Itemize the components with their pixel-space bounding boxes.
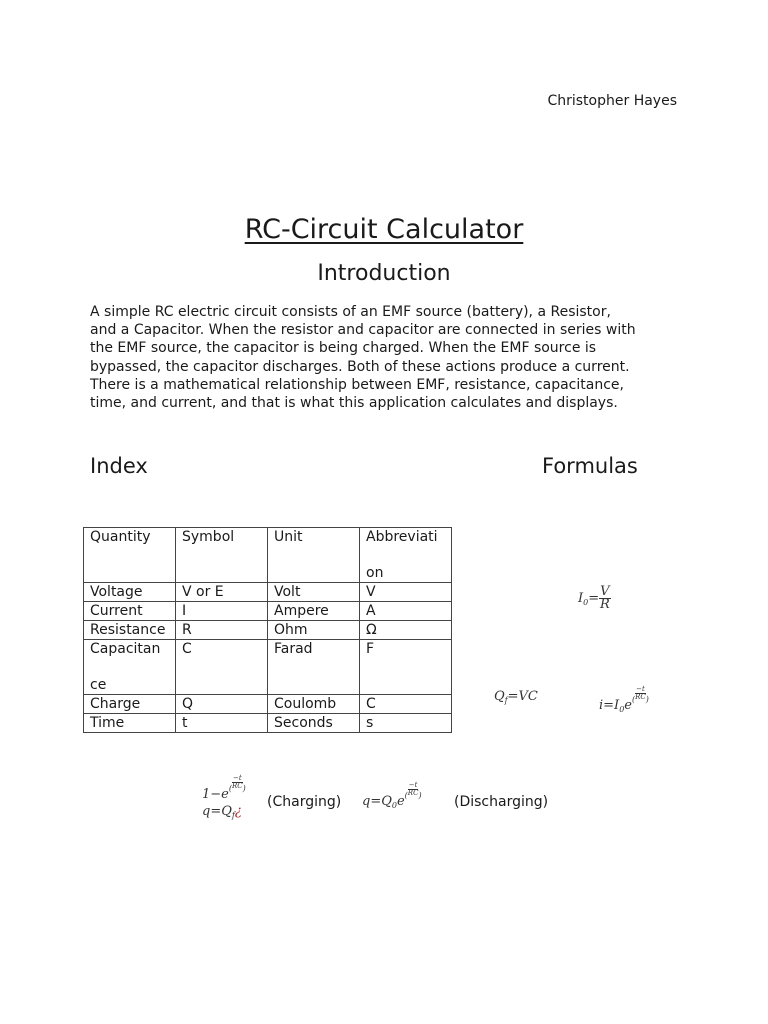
- introduction-paragraph: [90, 303, 690, 412]
- table-header-cell: Unit: [268, 528, 360, 583]
- intro-line: time, and current, and that is what this application calculates and displays.: [90, 395, 618, 412]
- table-row: [84, 640, 452, 695]
- charging-label: (Charging): [267, 794, 342, 810]
- table-cell: Ω: [360, 621, 452, 640]
- table-row: [84, 621, 452, 640]
- table-row: [84, 602, 452, 621]
- table-cell: C: [176, 640, 268, 695]
- table-row: [84, 583, 452, 602]
- table-cell: Farad: [268, 640, 360, 695]
- intro-line: A simple RC electric circuit consists of an EMF source (battery), a Resistor,: [90, 304, 611, 320]
- table-cell: Ohm: [268, 621, 360, 640]
- intro-line: There is a mathematical relationship between EMF, resistance, capacitance,: [90, 376, 624, 393]
- discharging-label: (Discharging): [454, 794, 549, 810]
- discharging-formula: $q=Q_0e^($ $\frac{-t}{RC}$ ): [362, 781, 422, 810]
- table-row: [84, 714, 452, 733]
- table-row: [84, 695, 452, 714]
- table-cell: A: [360, 602, 452, 621]
- table-cell: Volt: [268, 583, 360, 602]
- table-cell: Ampere: [268, 602, 360, 621]
- author-name: Christopher Hayes: [547, 93, 677, 109]
- charging-formula: 1−e( $\frac{-t}{RC}$ ) $q=Q_f¿$: [202, 774, 246, 820]
- table-cell: Resistance: [84, 621, 176, 640]
- formulas-heading: Formulas: [542, 454, 638, 478]
- table-cell: [84, 640, 176, 695]
- table-cell: Q: [176, 695, 268, 714]
- ohms-law-formula: $I_0=$ $\frac{V}{R}$: [578, 584, 610, 612]
- intro-line: bypassed, the capacitor discharges. Both of these actions produce a current.: [90, 358, 630, 375]
- table-cell: t: [176, 714, 268, 733]
- header-text-part: on: [366, 565, 384, 581]
- table-header-cell: Quantity: [84, 528, 176, 583]
- table-cell: I: [176, 602, 268, 621]
- header-text-part: Abbreviati: [366, 529, 438, 545]
- introduction-heading: Introduction: [317, 261, 451, 286]
- table-header-cell: Symbol: [176, 528, 268, 583]
- table-cell: s: [360, 714, 452, 733]
- table-header-row: [84, 528, 452, 583]
- final-charge-formula: $Q_f=VC$: [494, 689, 538, 705]
- index-table: [83, 527, 452, 733]
- table-cell: V or E: [176, 583, 268, 602]
- table-cell: Voltage: [84, 583, 176, 602]
- table-cell: Charge: [84, 695, 176, 714]
- table-header-cell: [360, 528, 452, 583]
- table-cell: C: [360, 695, 452, 714]
- table-cell: Coulomb: [268, 695, 360, 714]
- intro-line: and a Capacitor. When the resistor and capacitor are connected in series with: [90, 322, 636, 339]
- table-cell: Seconds: [268, 714, 360, 733]
- cell-text-part: Capacitan: [90, 641, 161, 657]
- document-title: RC-Circuit Calculator: [244, 214, 524, 245]
- table-cell: Time: [84, 714, 176, 733]
- table-cell: Current: [84, 602, 176, 621]
- table-cell: V: [360, 583, 452, 602]
- cell-text-part: ce: [90, 677, 107, 693]
- table-cell: F: [360, 640, 452, 695]
- table-cell: R: [176, 621, 268, 640]
- current-formula: $i=I_0e^($ $\frac{-t}{RC}$ ): [599, 685, 649, 714]
- index-heading: Index: [90, 454, 148, 478]
- intro-line: the EMF source, the capacitor is being charged. When the EMF source is: [90, 340, 597, 357]
